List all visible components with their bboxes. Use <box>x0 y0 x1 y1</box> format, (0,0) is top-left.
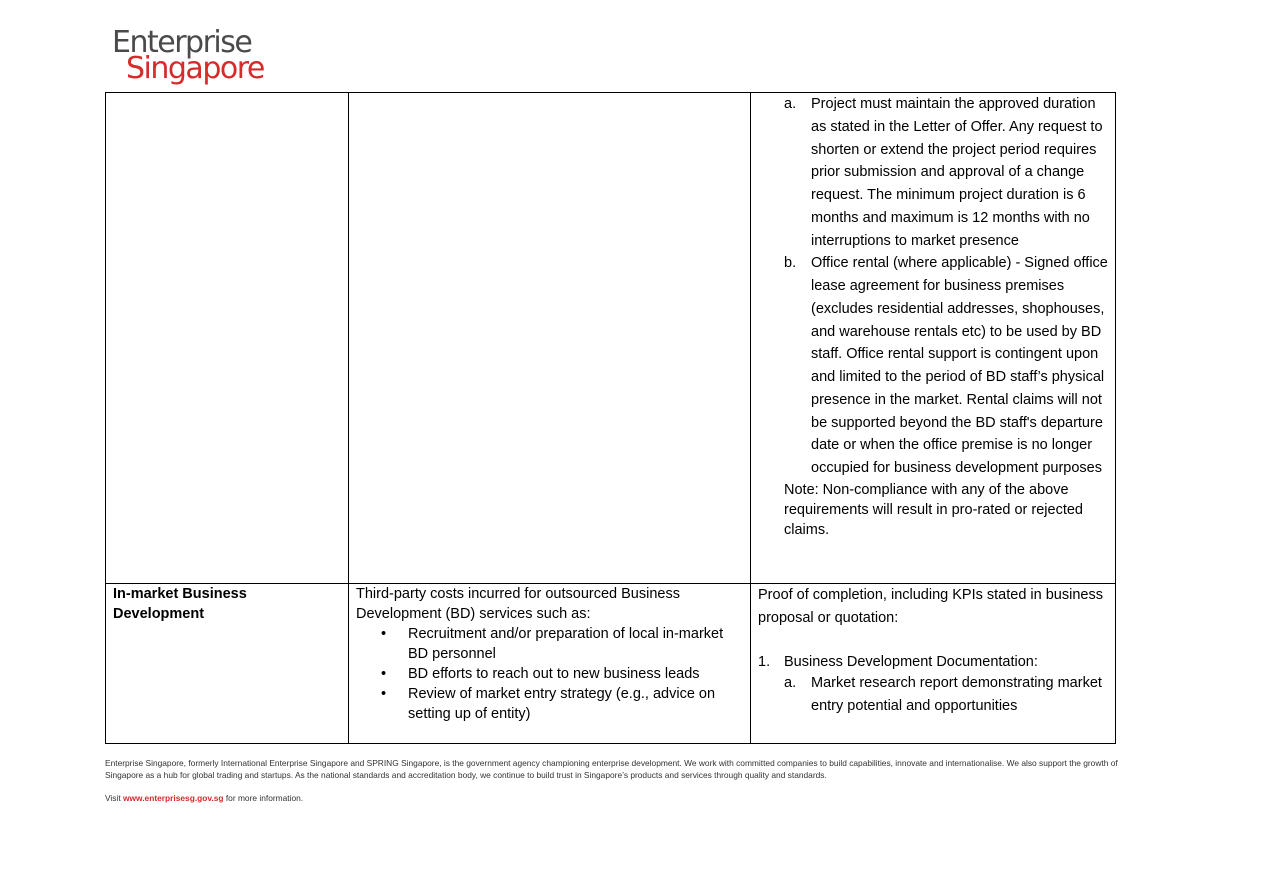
footer-visit <box>105 793 303 803</box>
requirements-list <box>758 93 1108 480</box>
list-item-text: Recruitment and/or preparation of local in-market BD personnel <box>408 626 724 662</box>
funding-table <box>105 92 1116 744</box>
category-label: In-market Business Development <box>113 586 247 622</box>
description-text: Third-party costs incurred for outsourced Business Development (BD) services such as: <box>356 586 680 622</box>
bullet-icon: • <box>381 686 387 702</box>
table-row <box>106 584 1116 744</box>
table-cell-proof <box>751 93 1116 584</box>
visit-prefix: Visit <box>105 793 121 803</box>
table-cell-category <box>106 584 349 744</box>
table-cell-description <box>349 584 751 744</box>
services-list <box>356 624 743 724</box>
list-marker: a. <box>784 675 797 692</box>
list-item <box>381 624 743 664</box>
list-item-text: Review of market entry strategy (e.g., advice on setting up of entity) <box>408 686 716 722</box>
bullet-icon: • <box>381 666 387 682</box>
compliance-note: Note: Non-compliance with any of the above requirements will result in pro-rated or rejected claims. <box>784 481 1083 538</box>
table-cell-category <box>106 93 349 584</box>
bullet-icon: • <box>381 626 387 642</box>
enterprise-singapore-logo <box>112 25 292 88</box>
footer-description: Enterprise Singapore, formerly International Enterprise Singapore and SPRING Singapore, is the government agency championing enterprise development. We work with committed companies to build capabilities, innovate and internationalise. We also support the growth of Singapore as a hub for global trading and startups. As the national standards and accreditation body, we continue to build trust in Singapore’s products and services through quality and standards. <box>105 758 1118 780</box>
table-row <box>106 93 1116 584</box>
list-marker: b. <box>784 255 797 272</box>
list-item <box>784 93 1108 252</box>
list-item <box>784 672 1108 718</box>
logo-line-1: Enterprise <box>112 25 252 60</box>
list-item-text: Market research report demonstrating market entry potential and opportunities <box>811 675 1102 714</box>
list-item-text: BD efforts to reach out to new business leads <box>408 666 700 682</box>
visit-suffix: for more information. <box>225 793 304 803</box>
list-marker: a. <box>784 96 797 112</box>
list-item <box>381 664 743 684</box>
list-item-text: Business Development Documentation: <box>784 654 1038 671</box>
website-link[interactable]: www.enterprisesg.gov.sg <box>123 793 224 803</box>
logo-line-2: Singapore <box>126 51 264 86</box>
documentation-list <box>758 672 1108 718</box>
list-item <box>784 252 1108 480</box>
table-cell-description <box>349 93 751 584</box>
list-item <box>381 684 743 724</box>
list-marker: 1. <box>758 654 771 671</box>
proof-intro: Proof of completion, including KPIs stated in business proposal or quotation: <box>758 587 1103 626</box>
list-item-text: Project must maintain the approved duration as stated in the Letter of Offer. Any request to shorten or extend the project period requires prior submission and approval of a change request. The minimum project duration is 6 months and maximum is 12 months with no interruptions to market presence <box>811 96 1103 249</box>
numbered-item <box>758 652 1108 672</box>
list-item-text: Office rental (where applicable) - Signed office lease agreement for business premises (excludes residential addresses, shophouses, and warehouse rentals etc) to be used by BD staff. Office rental support is contingent upon and limited to the period of BD staff’s physical presence in the market. Rental claims will not be supported beyond the BD staff's departure date or when the office premise is no longer occupied for business development purposes <box>811 255 1108 476</box>
table-cell-proof <box>751 584 1116 744</box>
